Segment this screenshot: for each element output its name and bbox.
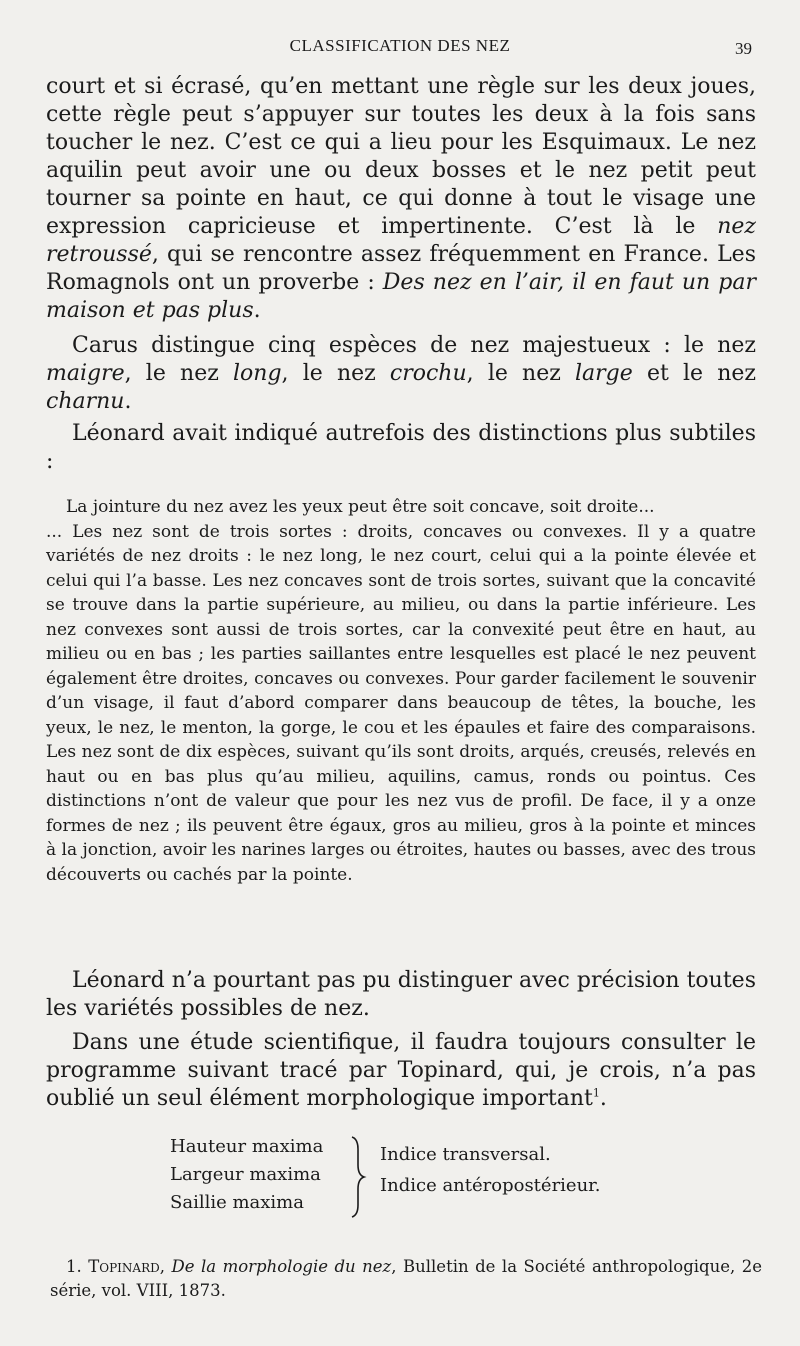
p2-italic-maigre: maigre (46, 361, 125, 386)
page-number: 39 (735, 39, 752, 58)
p1-text-2: , qui se rencontre assez fréquemment en France. Les Romagnols ont un proverbe : (46, 242, 756, 295)
paragraph-continuation (46, 73, 756, 325)
footnote-number: 1. (66, 1257, 82, 1276)
footnote-title: De la morphologie du nez (171, 1257, 392, 1276)
p5-end: . (599, 1086, 607, 1111)
p2-italic-long: long (233, 361, 282, 386)
p4-text: Léonard n’a pourtant pas pu distinguer avec précision toutes les variétés possibles de nez. (46, 968, 756, 1021)
measure-largeur: Largeur maxima (170, 1164, 321, 1185)
p2-italic-large: large (575, 361, 633, 386)
running-head (0, 36, 800, 60)
footnote (50, 1255, 762, 1303)
running-title: CLASSIFICATION DES NEZ (289, 36, 511, 55)
brace-icon (348, 1135, 368, 1219)
p2-text-5: et le nez (632, 361, 757, 386)
p2-text-4: , le nez (466, 361, 576, 386)
paragraph-leonard-conclusion (46, 967, 756, 1023)
p5-text: Dans une étude scientifique, il faudra toujours consulter le programme suivant tracé par Topinard, qui, je crois, n’a pas oublié un seul élément morphologique important (46, 1030, 756, 1111)
footnote-ref: 1 (592, 1086, 600, 1100)
p2-text-1: Carus distingue cinq espèces de nez majestueux : le nez (72, 333, 756, 358)
p1-italic-nez-retrousse: nez retroussé (46, 214, 756, 267)
p2-italic-crochu: crochu (389, 361, 467, 386)
p1-text-1: court et si écrasé, qu’en mettant une règle sur les deux joues, cette règle peut s’appuyer sur toutes les deux à la fois sans toucher le nez. C’est ce qui a lieu pour les Esquimaux. Le nez aquilin peut avoir une ou deux bosses et le nez petit peut tourner sa pointe en haut, ce qui donne à tout le visage une expression capricieuse et impertinente. C’est là le (46, 74, 756, 239)
p2-text-3: , le nez (281, 361, 390, 386)
footnote-sep: , (159, 1257, 172, 1276)
p2-italic-charnu: charnu (46, 389, 125, 414)
programme-indices (380, 1139, 601, 1201)
p1-text-3: . (253, 298, 261, 323)
measure-saillie: Saillie maxima (170, 1192, 304, 1213)
paragraph-topinard (46, 1029, 756, 1113)
measure-hauteur: Hauteur maxima (170, 1136, 324, 1157)
topinard-programme (170, 1133, 690, 1221)
quote-body: ... Les nez sont de trois sortes : droits, concaves ou convexes. Il y a quatre variétés de nez droits : le nez long, le nez court, celui qui a la pointe élevée et celui qui l’a basse. Les nez concaves sont de trois sortes, suivant que la concavité se trouve dans la partie supérieure, au milieu, ou dans la partie inférieure. Les nez convexes sont aussi de trois sortes, car la convexité peut être en haut, au milieu ou en bas ; les parties saillantes entre lesquelles est placé le nez peuvent également être droites, concaves ou convexes. Pour garder facilement le souvenir d’un visage, il faut d’abord comparer dans beaucoup de têtes, la bouche, les yeux, le nez, le menton, la gorge, le cou et les épaules et faire des comparaisons. Les nez sont de dix espèces, suivant qu’ils sont droits, arqués, creusés, relevés en haut ou en bas plus qu’au milieu, aquilins, camus, ronds ou pointus. Ces distinctions n’ont de valeur que pour les nez vus de profil. De face, il y a onze formes de nez ; ils peuvent être égaux, gros au milieu, gros à la pointe et minces à la jonction, avoir les narines larges ou étroites, hautes ou basses, avec des trous découverts ou cachés par la pointe. (46, 521, 756, 885)
p1-italic-proverbe: Des nez en l’air, il en faut un par maison et pas plus (46, 270, 756, 323)
footnote-author: Topinard (88, 1257, 160, 1276)
quote-line-1: La jointure du nez avez les yeux peut être soit concave, soit droite... (66, 497, 655, 517)
footnote-rest: , Bulletin de la Société anthropologique, 2e série, vol. VIII, 1873. (50, 1257, 762, 1300)
paragraph-carus (46, 332, 756, 416)
p2-text-6: . (124, 389, 132, 414)
indice-anteroposterieur: Indice antéropostérieur. (380, 1175, 601, 1196)
p2-text-2: , le nez (124, 361, 233, 386)
paragraph-leonard-intro (46, 420, 756, 476)
quote-leonard (46, 495, 756, 887)
p3-text: Léonard avait indiqué autrefois des distinctions plus subtiles : (46, 421, 756, 474)
programme-measures (170, 1133, 323, 1217)
indice-transversal: Indice transversal. (380, 1144, 551, 1165)
